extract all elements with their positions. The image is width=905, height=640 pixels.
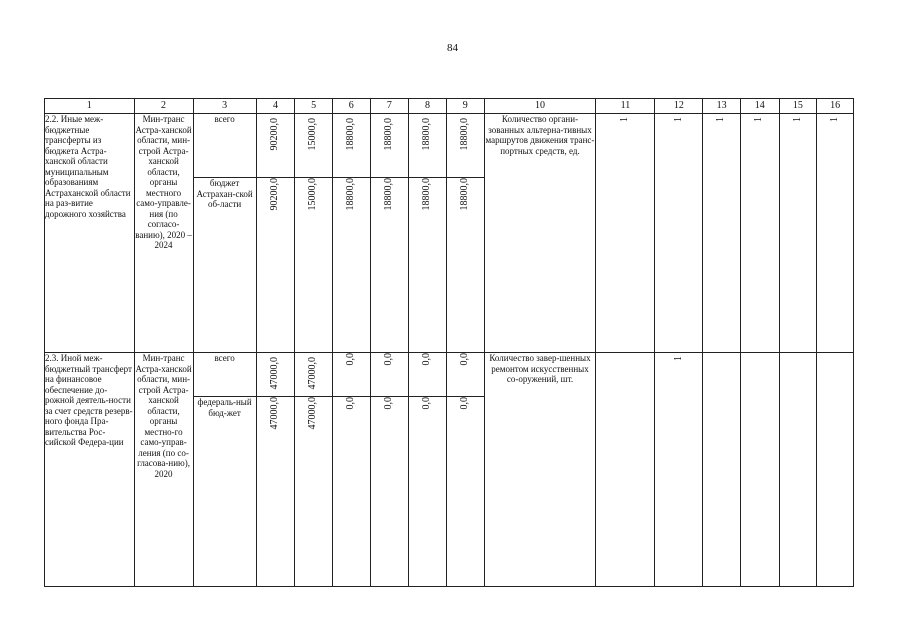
value-cell: 0,0 — [446, 397, 484, 587]
target-value: 1 — [655, 114, 703, 353]
header-cell: 1 — [45, 99, 135, 114]
target-value — [740, 353, 779, 587]
header-cell: 7 — [370, 99, 409, 114]
indicator-cell: Количество завер-шенных ремонтом искусственных со-оружений, шт. — [484, 353, 596, 587]
header-cell: 15 — [779, 99, 817, 114]
header-cell: 13 — [703, 99, 741, 114]
target-value — [596, 353, 655, 587]
executor-cell: Мин-транс Астра-ханской области, мин-строй Астра-ханской области, органы местного само-управле-ния (по согласо-ванию), 2020 – 2024 — [134, 114, 193, 353]
indicator-cell: Количество органи-зованных альтерна-тивных маршрутов движения транс-портных средств, ед. — [484, 114, 596, 353]
value-cell: 18800,0 — [446, 114, 484, 178]
value-cell: 90200,0 — [256, 114, 295, 178]
target-value: 1 — [817, 114, 854, 353]
header-cell: 6 — [332, 99, 370, 114]
header-cell: 8 — [409, 99, 447, 114]
value-cell: 0,0 — [332, 397, 370, 587]
header-cell: 5 — [295, 99, 333, 114]
header-cell: 4 — [256, 99, 295, 114]
target-value: 1 — [596, 114, 655, 353]
value-cell: 47000,0 — [256, 397, 295, 587]
value-cell: 15000,0 — [295, 178, 333, 353]
target-value — [817, 353, 854, 587]
funding-source: федераль-ный бюд-жет — [193, 397, 256, 587]
page-number: 84 — [447, 42, 458, 54]
target-value: 1 — [655, 353, 703, 587]
header-cell: 3 — [193, 99, 256, 114]
header-cell: 12 — [655, 99, 703, 114]
value-cell: 18800,0 — [409, 114, 447, 178]
header-cell: 14 — [740, 99, 779, 114]
value-cell: 0,0 — [409, 353, 447, 397]
funding-source: всего — [193, 353, 256, 397]
value-cell: 47000,0 — [295, 397, 333, 587]
header-cell: 9 — [446, 99, 484, 114]
table-row — [45, 353, 854, 397]
header-cell: 16 — [817, 99, 854, 114]
table-row — [45, 114, 854, 178]
value-cell: 18800,0 — [370, 114, 409, 178]
value-cell: 0,0 — [370, 353, 409, 397]
value-cell: 18800,0 — [446, 178, 484, 353]
header-cell: 11 — [596, 99, 655, 114]
measure-description: 2.3. Иной меж-бюджетный трансферт на финансовое обеспечение до-рожной деятель-ности за счет средств резерв-ного фонда Пра-вительства Рос-сийской Федера-ции — [45, 353, 135, 587]
measure-description: 2.2. Иные меж-бюджетные трансферты из бюджета Астра-ханской области муниципальным образованиям Астраханской области на раз-витие дорожного хозяйства — [45, 114, 135, 353]
value-cell: 47000,0 — [256, 353, 295, 397]
value-cell: 0,0 — [409, 397, 447, 587]
target-value: 1 — [703, 114, 741, 353]
value-cell: 0,0 — [370, 397, 409, 587]
program-table — [44, 98, 854, 587]
executor-cell: Мин-транс Астра-ханской области, мин-строй Астра-ханской области, органы местно-го само-управ-ления (по со-гласова-нию), 2020 — [134, 353, 193, 587]
value-cell: 18800,0 — [370, 178, 409, 353]
value-cell: 90200,0 — [256, 178, 295, 353]
value-cell: 18800,0 — [332, 178, 370, 353]
header-cell: 10 — [484, 99, 596, 114]
value-cell: 0,0 — [332, 353, 370, 397]
header-cell: 2 — [134, 99, 193, 114]
value-cell: 15000,0 — [295, 114, 333, 178]
target-value — [779, 353, 817, 587]
funding-source: всего — [193, 114, 256, 178]
target-value: 1 — [779, 114, 817, 353]
target-value — [703, 353, 741, 587]
value-cell: 18800,0 — [332, 114, 370, 178]
value-cell: 0,0 — [446, 353, 484, 397]
funding-source: бюджет Астрахан-ской об-ласти — [193, 178, 256, 353]
value-cell: 18800,0 — [409, 178, 447, 353]
target-value: 1 — [740, 114, 779, 353]
header-row — [45, 99, 854, 114]
value-cell: 47000,0 — [295, 353, 333, 397]
